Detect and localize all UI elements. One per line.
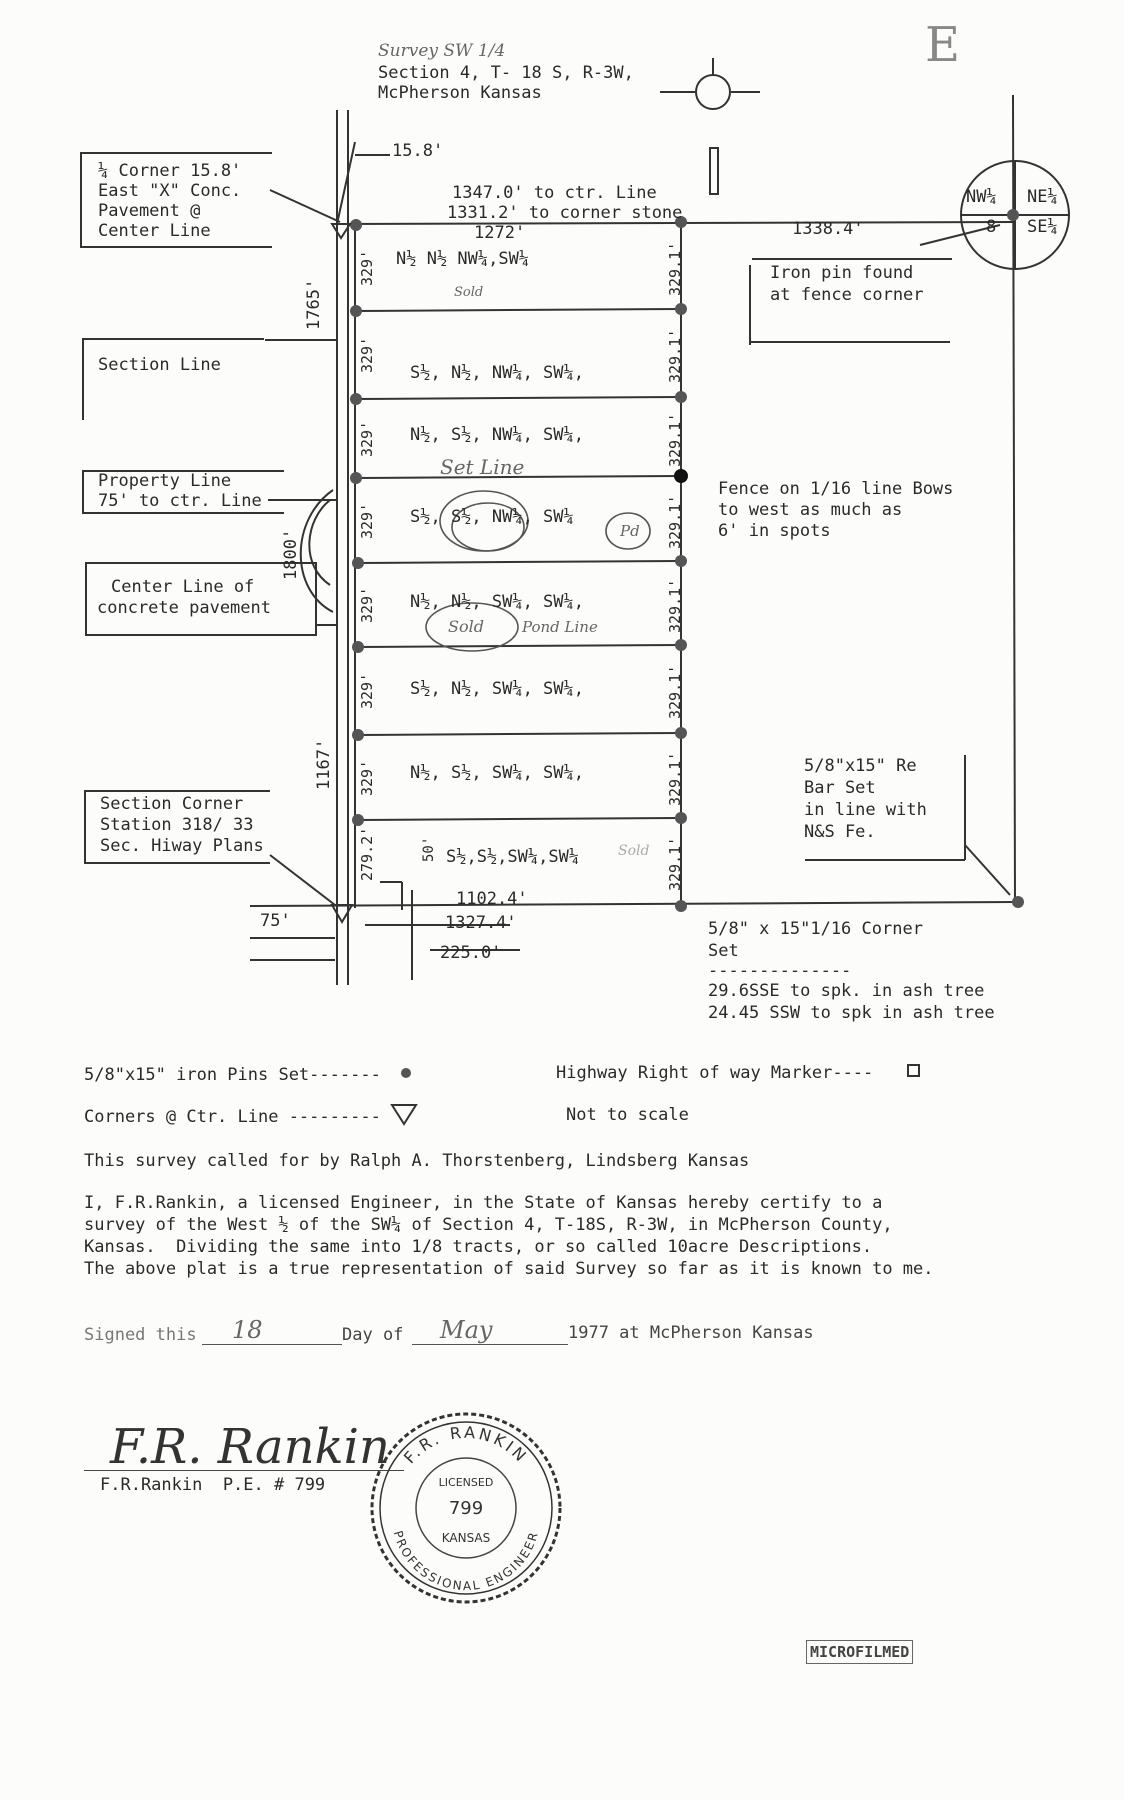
certification-line-4: The above plat is a true representation of said Survey so far as it is known to me. <box>84 1259 934 1279</box>
south-section-line <box>250 902 1020 906</box>
quadrant-ne: NE¼ <box>1027 187 1058 207</box>
tract-5: N½, N½, SW¼, SW¼, <box>410 592 584 612</box>
annotation-pond-line: Pond Line <box>522 618 598 636</box>
engineer-seal <box>366 1408 566 1608</box>
corner-mark: E <box>925 17 961 73</box>
signature-printed: F.R.Rankin P.E. # 799 <box>100 1475 326 1495</box>
tract-7: N½, S½, SW¼, SW¼, <box>410 763 584 783</box>
iron-pin-box-top <box>752 258 952 260</box>
tract-6: S½, N½, SW¼, SW¼, <box>410 679 584 699</box>
corner-set-line-3: -------------- <box>708 961 852 981</box>
legend-row-marker: Highway Right of way Marker---- <box>556 1063 874 1083</box>
header-line-2: McPherson Kansas <box>378 83 542 103</box>
fence-note-line-1: Fence on 1/16 line Bows <box>718 479 954 499</box>
fence-note-line-2: to west as much as <box>718 500 903 520</box>
dim-bottom-small: 225.0' <box>440 943 502 963</box>
fence-note-line-3: 6' in spots <box>718 521 831 541</box>
annotation-pd: Pd <box>620 522 640 540</box>
tract-west-dim: 329' <box>358 249 376 286</box>
handwritten-title: Survey SW 1/4 <box>378 41 506 61</box>
tract-west-dim: 329' <box>358 336 376 373</box>
quadrant-nw: NW¼ <box>966 187 997 207</box>
seal-profession: PROFESSIONAL ENGINEER <box>390 1529 542 1594</box>
triangle-legend-symbol <box>392 1105 416 1124</box>
seal-name: F.R. RANKIN <box>399 1422 532 1468</box>
tract-east-dim: 329.1' <box>666 664 684 719</box>
signed-prefix: Signed this <box>84 1325 197 1345</box>
dim-top-width: 1272' <box>474 223 526 243</box>
tract-8: S½,S½,SW¼,SW¼ <box>446 847 580 867</box>
corner-set-line-1: 5/8" x 15"1/16 Corner <box>708 919 923 939</box>
rebar-note-line-4: N&S Fe. <box>804 822 876 842</box>
seal-licensed: LICENSED <box>438 1476 494 1489</box>
dim-to-ctr-line: 1347.0' to ctr. Line <box>452 183 657 203</box>
dim-bottom-outer: 1327.4' <box>445 913 517 933</box>
header-line-1: Section 4, T- 18 S, R-3W, <box>378 63 634 83</box>
tract-west-dim: 329' <box>358 502 376 539</box>
tract-west-dim: 329' <box>358 759 376 796</box>
corner-set-line-5: 24.45 SSW to spk in ash tree <box>708 1003 995 1023</box>
dim-west-lower: 1167' <box>314 738 334 790</box>
tract-east-dim: 329.1' <box>666 494 684 549</box>
center-line-callout: Center Line of concrete pavement <box>85 562 317 636</box>
dim-east-top: 1338.4' <box>792 219 864 239</box>
tract-east-dim: 329.1' <box>666 412 684 467</box>
microfilm-stamp: MICROFILMED <box>806 1640 913 1664</box>
annotation-sold-1: Sold <box>454 285 484 300</box>
tract-east-dim: 329.1' <box>666 241 684 296</box>
rebar-note-line-1: 5/8"x15" Re <box>804 756 917 776</box>
tract-1: N½ N½ NW¼,SW¼ <box>396 249 530 269</box>
iron-pin-line-1: Iron pin found <box>770 263 914 283</box>
legend-not-to-scale: Not to scale <box>566 1105 689 1125</box>
dim-small-50: 50' <box>421 836 437 862</box>
quadrant-se: SE¼ <box>1027 217 1058 237</box>
signed-month: May <box>440 1316 493 1344</box>
called-for: This survey called for by Ralph A. Thorstenberg, Lindsberg Kansas <box>84 1151 750 1171</box>
tract-east-dim: 329.1' <box>666 578 684 633</box>
rebar-note-line-2: Bar Set <box>804 778 876 798</box>
dim-west-middle: 1800' <box>281 528 301 580</box>
signature: F.R. Rankin <box>110 1419 390 1475</box>
annotation-sold-3: Sold <box>618 843 650 859</box>
tract-east-dim: 329.1' <box>666 751 684 806</box>
rebar-note-line-3: in line with <box>804 800 927 820</box>
corner-set-line-2: Set <box>708 941 739 961</box>
tract-west-dim: 279.2' <box>358 826 376 881</box>
certification-line-2: survey of the West ½ of the SW¼ of Section 4, T-18S, R-3W, in McPherson County, <box>84 1215 893 1235</box>
quarter-corner-callout: ¼ Corner 15.8' East "X" Conc. Pavement @ Center Line <box>80 152 272 248</box>
iron-pin-line-2: at fence corner <box>770 285 924 305</box>
quadrant-sw: 8 <box>986 217 997 237</box>
certification-line-3: Kansas. Dividing the same into 1/8 tracts, or so called 10acre Descriptions. <box>84 1237 873 1257</box>
tract-east-dim: 329.1' <box>666 836 684 891</box>
row-marker-symbol <box>908 1065 919 1076</box>
legend-pins: 5/8"x15" iron Pins Set------- <box>84 1065 381 1085</box>
legend-corners: Corners @ Ctr. Line --------- <box>84 1107 381 1127</box>
signed-suffix: 1977 at McPherson Kansas <box>568 1323 814 1343</box>
tract-east-dim: 329.1' <box>666 328 684 383</box>
signed-day-of: Day of <box>342 1325 404 1345</box>
section-corner-callout: Section Corner Station 318/ 33 Sec. Hiway Plans <box>84 790 270 864</box>
property-line-callout: Property Line 75' to ctr. Line <box>82 470 284 514</box>
tract-west-dim: 329' <box>358 672 376 709</box>
tract-west-dim: 329' <box>358 586 376 623</box>
annotation-set-line: Set Line <box>440 455 525 479</box>
dim-bottom-offset: 75' <box>260 911 291 931</box>
svg-text:F.R. RANKIN <box>400 1423 532 1467</box>
corner-set-line-4: 29.6SSE to spk. in ash tree <box>708 981 985 1001</box>
dim-west-upper: 1765' <box>304 278 324 330</box>
pin-legend-symbol <box>401 1068 411 1078</box>
dim-top-offset: 15.8' <box>392 141 444 161</box>
dim-to-corner-stone: 1331.2' to corner stone <box>447 203 683 223</box>
tract-2: S½, N½, NW¼, SW¼, <box>410 363 584 383</box>
signed-day: 18 <box>232 1316 263 1344</box>
dim-bottom-inner: 1102.4' <box>456 889 528 909</box>
tract-4: S½, S½, NW¼, SW¼ <box>410 507 574 527</box>
section-line-callout: Section Line <box>82 338 264 420</box>
tract-west-dim: 329' <box>358 420 376 457</box>
seal-number: 799 <box>448 1498 484 1519</box>
tract-3: N½, S½, NW¼, SW¼, <box>410 425 584 445</box>
annotation-sold-2: Sold <box>448 617 484 636</box>
seal-state: KANSAS <box>441 1531 491 1545</box>
certification-line-1: I, F.R.Rankin, a licensed Engineer, in the State of Kansas hereby certify to a <box>84 1193 883 1213</box>
